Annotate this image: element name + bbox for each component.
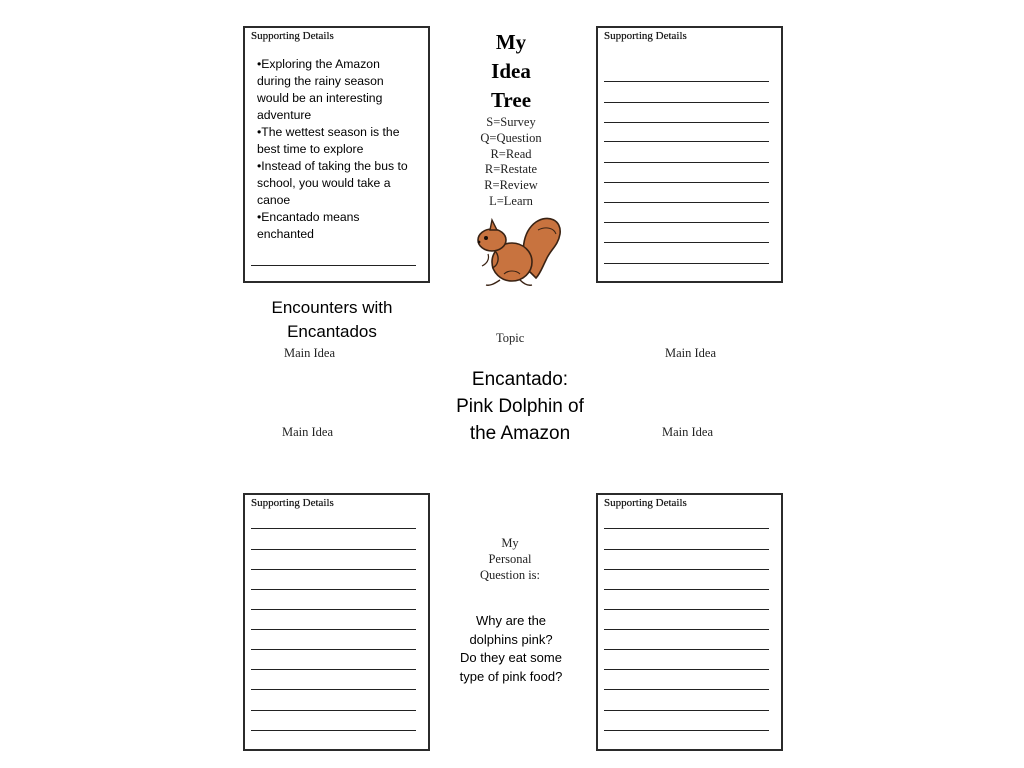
main-idea-text-top-left bbox=[252, 296, 412, 344]
supporting-details-label: Supporting Details bbox=[251, 497, 334, 509]
writing-line bbox=[604, 549, 769, 550]
writing-line bbox=[604, 202, 769, 203]
writing-line bbox=[604, 222, 769, 223]
squirrel-icon bbox=[470, 210, 564, 290]
supporting-details-list bbox=[257, 56, 409, 243]
writing-line bbox=[604, 141, 769, 142]
personal-question-label bbox=[460, 535, 560, 583]
supporting-detail-item: • The wettest season is the best time to explore bbox=[257, 124, 409, 158]
writing-line bbox=[251, 609, 416, 610]
personal-question-text bbox=[441, 612, 581, 687]
writing-line bbox=[604, 263, 769, 264]
supporting-details-box-top-right bbox=[596, 26, 783, 283]
writing-line bbox=[604, 122, 769, 123]
supporting-details-label: Supporting Details bbox=[251, 30, 334, 42]
writing-line bbox=[604, 242, 769, 243]
personal-question-line: Do they eat some bbox=[460, 650, 562, 666]
writing-line bbox=[604, 649, 769, 650]
step-item: L=Learn bbox=[489, 193, 533, 208]
writing-line bbox=[604, 569, 769, 570]
personal-question-label-line: Personal bbox=[488, 552, 532, 566]
personal-question-line: dolphins pink? bbox=[469, 631, 553, 647]
writing-line bbox=[604, 81, 769, 82]
supporting-detail-item: • Exploring the Amazon during the rainy season would be an interesting adventure bbox=[257, 56, 409, 124]
writing-line bbox=[251, 629, 416, 630]
personal-question-line: Why are the bbox=[475, 613, 547, 628]
supporting-details-box-bottom-right bbox=[596, 493, 783, 751]
idea-tree-title bbox=[471, 28, 551, 115]
main-idea-label-bottom-left: Main Idea bbox=[282, 425, 334, 439]
main-idea-line: Encounters with bbox=[271, 298, 393, 317]
main-idea-label-bottom-right: Main Idea bbox=[662, 425, 714, 439]
title-line: Idea bbox=[491, 59, 531, 83]
writing-line bbox=[604, 528, 769, 529]
main-idea-line: Encantados bbox=[287, 322, 377, 341]
writing-line bbox=[251, 669, 416, 670]
main-idea-label-top-right: Main Idea bbox=[665, 346, 717, 360]
personal-question-line: type of pink food? bbox=[459, 669, 563, 685]
topic-label: Topic bbox=[496, 331, 525, 345]
writing-line bbox=[604, 102, 769, 103]
personal-question-label-line: Question is: bbox=[479, 568, 541, 582]
writing-line bbox=[251, 689, 416, 690]
supporting-details-label: Supporting Details bbox=[604, 30, 687, 42]
writing-line bbox=[604, 589, 769, 590]
topic-line: Encantado: bbox=[471, 369, 569, 390]
writing-line bbox=[251, 528, 416, 529]
personal-question-label-line: My bbox=[501, 536, 519, 550]
title-line: My bbox=[495, 30, 527, 54]
topic-text bbox=[440, 366, 600, 447]
supporting-details-box-bottom-left bbox=[243, 493, 430, 751]
writing-line bbox=[604, 669, 769, 670]
writing-line bbox=[604, 730, 769, 731]
writing-line bbox=[251, 549, 416, 550]
title-line: Tree bbox=[490, 88, 532, 112]
step-item: R=Restate bbox=[484, 162, 538, 177]
main-idea-label-top-left: Main Idea bbox=[284, 346, 336, 360]
writing-line bbox=[251, 730, 416, 731]
writing-line bbox=[604, 609, 769, 610]
topic-line: the Amazon bbox=[469, 423, 571, 444]
supporting-detail-item: • Encantado means enchanted bbox=[257, 209, 409, 243]
writing-line bbox=[604, 182, 769, 183]
writing-line bbox=[251, 649, 416, 650]
writing-line bbox=[251, 569, 416, 570]
writing-line bbox=[604, 629, 769, 630]
step-item: R=Read bbox=[490, 146, 532, 161]
sqrrrl-steps bbox=[466, 115, 556, 210]
writing-line bbox=[604, 162, 769, 163]
step-item: Q=Question bbox=[480, 130, 542, 145]
topic-line: Pink Dolphin of bbox=[456, 396, 584, 417]
supporting-details-box-top-left bbox=[243, 26, 430, 283]
writing-line bbox=[251, 589, 416, 590]
writing-line bbox=[604, 710, 769, 711]
writing-line bbox=[604, 689, 769, 690]
supporting-details-label: Supporting Details bbox=[604, 497, 687, 509]
step-item: R=Review bbox=[484, 178, 538, 193]
supporting-detail-item: • Instead of taking the bus to school, you would take a canoe bbox=[257, 158, 409, 209]
step-item: S=Survey bbox=[486, 115, 536, 129]
writing-line bbox=[251, 710, 416, 711]
writing-line bbox=[251, 265, 416, 266]
